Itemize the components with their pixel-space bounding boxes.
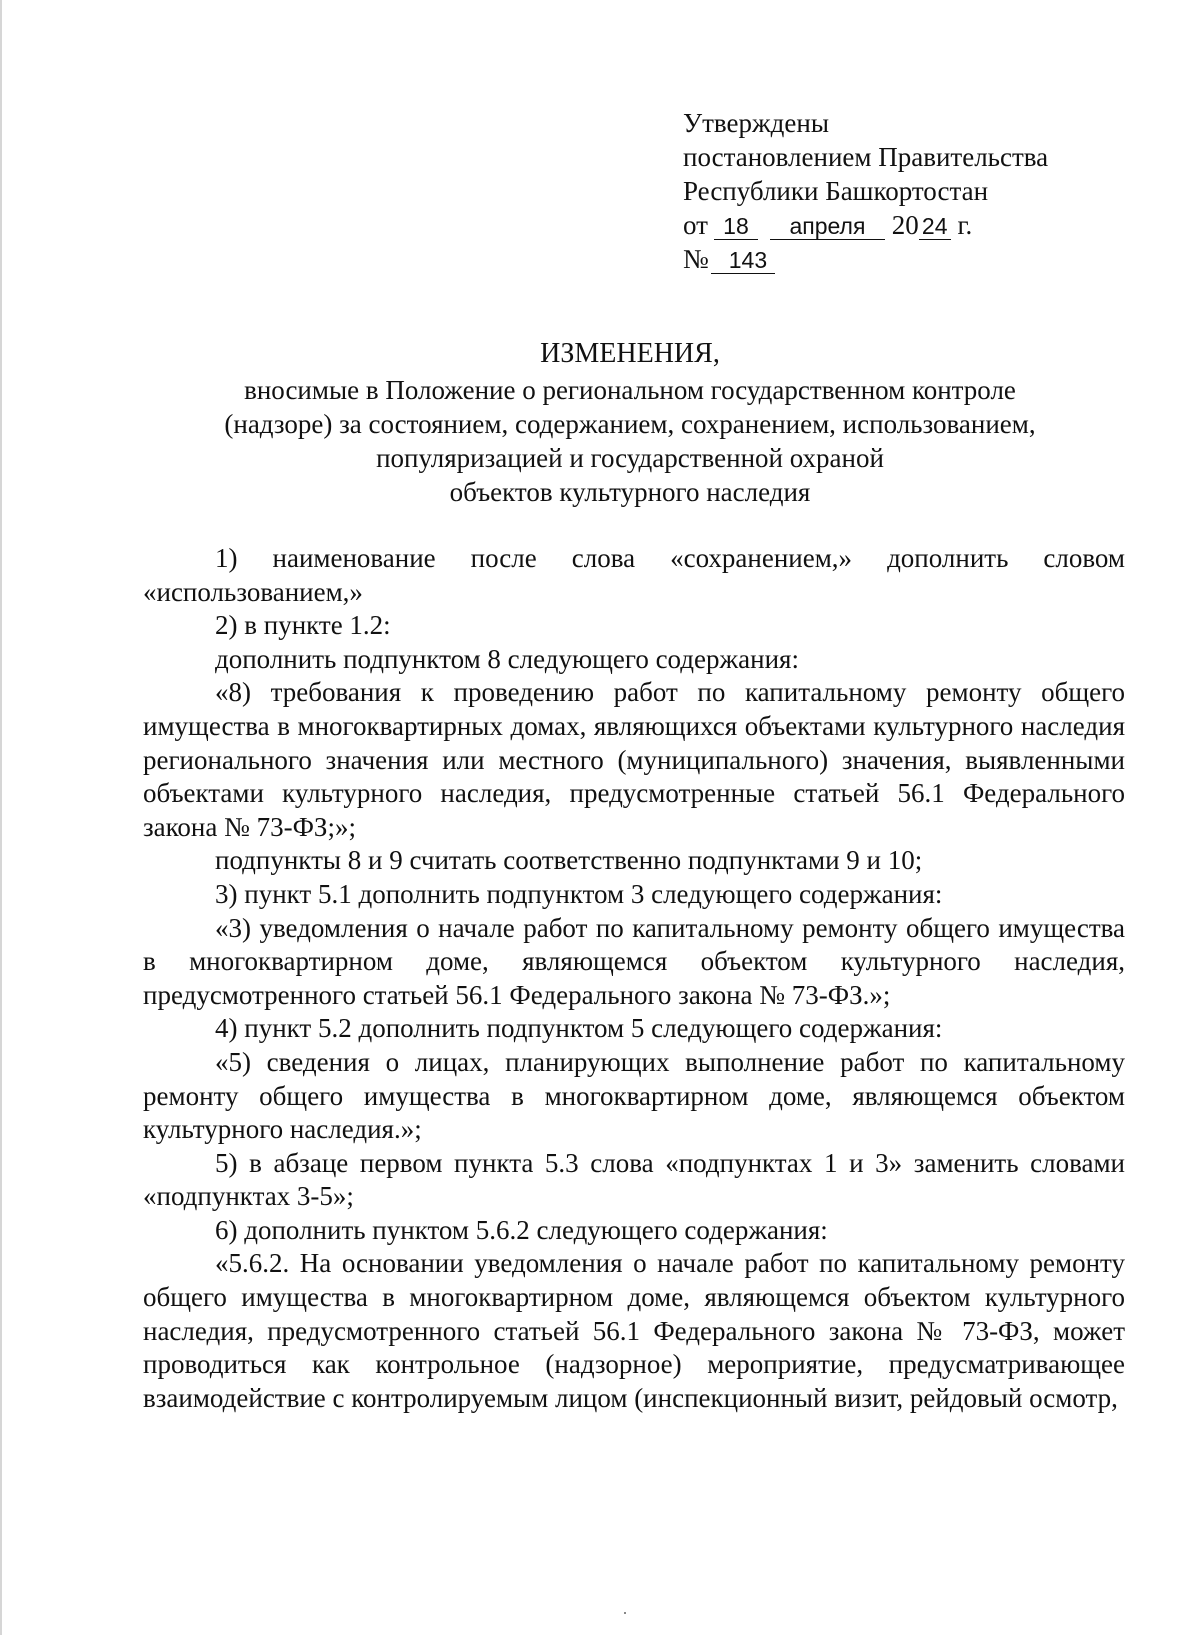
heading-line: объектов культурного наследия [449, 477, 811, 507]
approval-block [683, 106, 1143, 276]
number-value: 143 [711, 247, 775, 274]
paragraph: 1) наименование после слова «сохранением,» дополнить словом «использованием,» [143, 543, 1125, 607]
paragraph: 5) в абзаце первом пункта 5.3 слова «подпунктах 1 и 3» заменить словами «подпунктах 3-5»; [143, 1147, 1125, 1212]
document-title: ИЗМЕНЕНИЯ, [540, 338, 720, 369]
approval-line: постановлением Правительства [683, 142, 1049, 172]
heading-line: популяризацией и государственной охраной [376, 443, 884, 473]
approval-line: Утверждены [683, 108, 829, 138]
scan-edge [0, 0, 2, 1635]
scan-speck [624, 1612, 626, 1614]
paragraph: 4) пункт 5.2 дополнить подпунктом 5 следующего содержания: [215, 1013, 943, 1044]
date-prefix: от [683, 210, 708, 240]
paragraph: «5.6.2. На основании уведомления о начале работ по капитальному ремонту общего имущества в многоквартирном доме, являющемся объектом культурного наследия, предусмотренного статьей 56.1 Федерального закона № 73-ФЗ, может проводиться как контрольное (надзорное) мероприятие, предусматривающее взаимодействие с контролируемым лицом (инспекционный визит, рейдовый осмотр, [143, 1248, 1125, 1413]
document-body [143, 542, 1125, 1415]
number-prefix: № [683, 244, 709, 274]
paragraph: 6) дополнить пунктом 5.6.2 следующего содержания: [215, 1214, 828, 1245]
date-day: 18 [714, 213, 758, 240]
heading-line: вносимые в Положение о региональном государственном контроле [244, 375, 1016, 405]
paragraph: дополнить подпунктом 8 следующего содержания: [215, 643, 799, 674]
date-month: апреля [770, 213, 885, 240]
heading-line: (надзоре) за состоянием, содержанием, сохранением, использованием, [224, 409, 1036, 439]
paragraph: «8) требования к проведению работ по капитальному ремонту общего имущества в многоквартирных домах, являющихся объектами культурного наследия регионального значения или местного (муниципального) значения, выявленными объектами культурного наследия, предусмотренные статьей 56.1 Федерального закона № 73-ФЗ;»; [143, 677, 1125, 842]
approval-date [683, 208, 1143, 242]
paragraph: «5) сведения о лицах, планирующих выполнение работ по капитальному ремонту общего имущества в многоквартирном доме, являющемся объектом культурного наследия.»; [143, 1046, 1125, 1145]
year-suffix: 24 [919, 213, 951, 240]
approval-number [683, 242, 1143, 276]
document-heading [140, 337, 1120, 509]
paragraph: 2) в пункте 1.2: [215, 610, 391, 641]
paragraph: «3) уведомления о начале работ по капитальному ремонту общего имущества в многоквартирном доме, являющемся объектом культурного наследия, предусмотренного статьей 56.1 Федерального закона № 73-ФЗ.»; [143, 912, 1125, 1010]
year-prefix: 20 [891, 210, 919, 240]
year-unit: г. [957, 210, 973, 240]
paragraph: 3) пункт 5.1 дополнить подпунктом 3 следующего содержания: [215, 878, 943, 909]
approval-line: Республики Башкортостан [683, 176, 989, 206]
paragraph: подпункты 8 и 9 считать соответственно подпунктами 9 и 10; [215, 845, 923, 876]
